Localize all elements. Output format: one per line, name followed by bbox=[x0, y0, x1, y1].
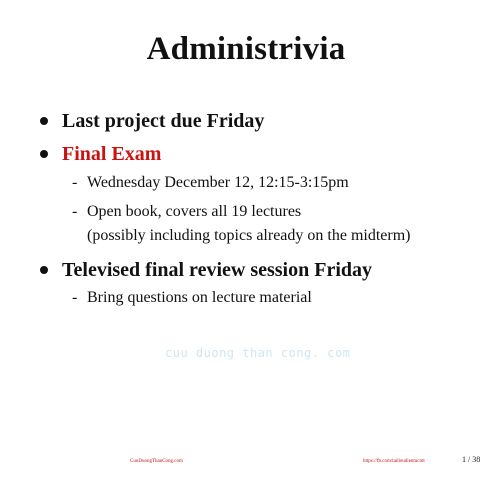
watermark-text: cuu duong than cong. com bbox=[165, 346, 351, 360]
sub-item-open-book-continued: (possibly including topics already on the midterm) bbox=[87, 227, 411, 244]
bullet-last-project: Last project due Friday bbox=[62, 110, 265, 132]
slide-title: Administrivia bbox=[146, 31, 346, 67]
sub-dash: - bbox=[72, 174, 78, 191]
bullet-dot bbox=[40, 150, 48, 158]
sub-item-bring-questions: Bring questions on lecture material bbox=[87, 289, 312, 306]
bullet-review-session: Televised final review session Friday bbox=[62, 259, 372, 281]
bullet-dot bbox=[40, 117, 48, 125]
sub-dash: - bbox=[72, 203, 78, 220]
sub-item-open-book: Open book, covers all 19 lectures bbox=[87, 203, 302, 220]
bullet-dot bbox=[40, 266, 48, 274]
footer-right-link[interactable]: https://fb.com/tailieudientucntt bbox=[363, 459, 425, 464]
sub-dash: - bbox=[72, 289, 78, 306]
bullet-final-exam: Final Exam bbox=[62, 143, 162, 165]
footer-left-link[interactable]: CuuDuongThanCong.com bbox=[130, 459, 183, 464]
sub-item-exam-date: Wednesday December 12, 12:15-3:15pm bbox=[87, 174, 349, 191]
page-number: 1 / 38 bbox=[462, 455, 481, 464]
